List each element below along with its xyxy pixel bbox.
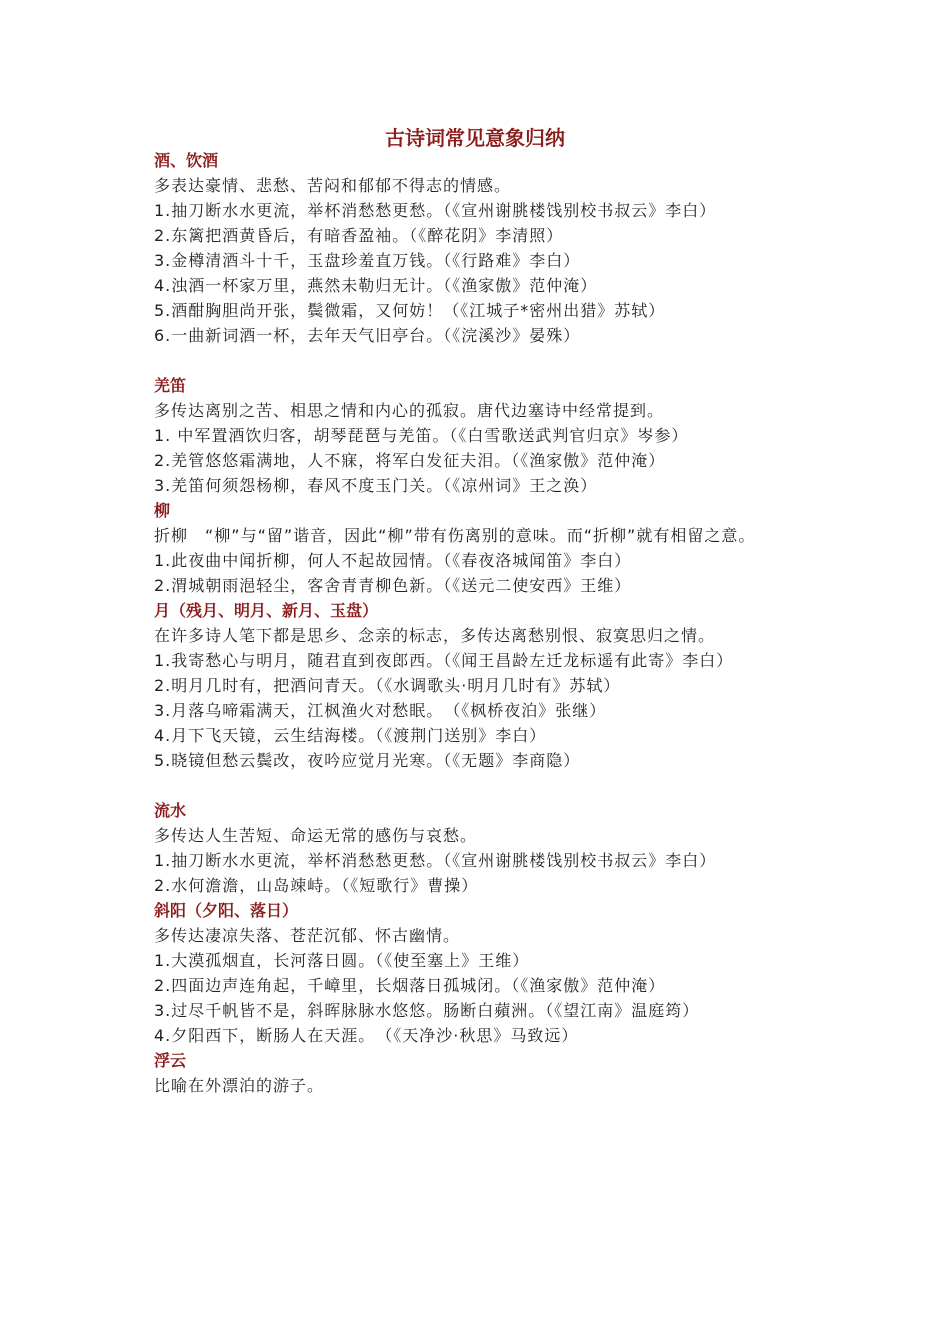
section-intro: 多传达凄凉失落、苍茫沉郁、怀古幽情。 [154,926,461,945]
section-qiangdi [154,373,800,498]
section-intro: 在许多诗人笔下都是思乡、念亲的标志，多传达离愁别恨、寂寞思归之情。 [154,626,716,645]
poem-line: 1.此夜曲中闻折柳，何人不起故园情。（《春夜洛城闻笛》李白） [154,551,632,570]
section-heading: 羌笛 [154,376,187,395]
poem-line: 1. 中军置酒饮归客，胡琴琵琶与羌笛。（《白雪歌送武判官归京》岑参） [154,426,689,445]
poem-line: 2.东篱把酒黄昏后，有暗香盈袖。（《醉花阴》李清照） [154,226,564,245]
poem-line: 6.一曲新词酒一杯，去年天气旧亭台。（《浣溪沙》晏殊） [154,326,581,345]
poem-line: 5.晓镜但愁云鬓改，夜吟应觉月光寒。（《无题》李商隐） [154,751,581,770]
poem-line: 4.浊酒一杯家万里，燕然未勒归无计。（《渔家傲》范仲淹） [154,276,598,295]
section-moon [154,598,800,773]
section-intro: 多传达人生苦短、命运无常的感伤与哀愁。 [154,826,478,845]
section-heading: 柳 [154,501,171,520]
blank-line [154,348,800,373]
poem-line: 4.夕阳西下，断肠人在天涯。 （《天净沙·秋思》马致远） [154,1026,579,1045]
poem-line: 5.酒酣胸胆尚开张，鬓微霜，又何妨！（《江城子*密州出猎》苏轼） [154,301,666,320]
poem-line: 1.大漠孤烟直，长河落日圆。（《使至塞上》王维） [154,951,530,970]
document-body [154,148,800,1098]
poem-line: 1.我寄愁心与明月，随君直到夜郎西。（《闻王昌龄左迁龙标遥有此寄》李白） [154,651,734,670]
poem-line: 2.水何澹澹，山岛竦峙。（《短歌行》曹操） [154,876,479,895]
section-intro: 折柳 “柳”与“留”谐音，因此“柳”带有伤离别的意味。而“折柳”就有相留之意。 [154,526,756,545]
poem-line: 2.四面边声连角起，千嶂里，长烟落日孤城闭。（《渔家傲》范仲淹） [154,976,666,995]
poem-line: 1.抽刀断水水更流，举杯消愁愁更愁。（《宣州谢朓楼饯别校书叔云》李白） [154,851,717,870]
section-intro: 比喻在外漂泊的游子。 [154,1076,325,1095]
section-heading: 流水 [154,801,187,820]
poem-line: 3.金樽清酒斗十千，玉盘珍羞直万钱。（《行路难》李白） [154,251,581,270]
poem-line: 4.月下飞天镜，云生结海楼。（《渡荆门送别》李白） [154,726,547,745]
poem-line: 3.过尽千帆皆不是，斜晖脉脉水悠悠。肠断白蘋洲。（《望江南》温庭筠） [154,1001,700,1020]
section-heading: 月（残月、明月、新月、玉盘） [154,601,379,620]
document-title: 古诗词常见意象归纳 [385,126,565,150]
poem-line: 3.羌笛何须怨杨柳，春风不度玉门关。（《凉州词》王之涣） [154,476,598,495]
section-floating-clouds [154,1048,800,1098]
section-heading: 酒、饮酒 [154,151,219,170]
poem-line: 2.明月几时有，把酒问青天。（《水调歌头·明月几时有》苏轼） [154,676,621,695]
poem-line: 2.渭城朝雨浥轻尘，客舍青青柳色新。（《送元二使安西》王维） [154,576,632,595]
section-intro: 多表达豪情、悲愁、苦闷和郁郁不得志的情感。 [154,176,512,195]
section-flowing-water [154,798,800,898]
section-willow [154,498,800,598]
blank-line [154,773,800,798]
poem-line: 1.抽刀断水水更流，举杯消愁愁更愁。（《宣州谢朓楼饯别校书叔云》李白） [154,201,717,220]
section-intro: 多传达离别之苦、相思之情和内心的孤寂。唐代边塞诗中经常提到。 [154,401,665,420]
poem-line: 2.羌管悠悠霜满地，人不寐，将军白发征夫泪。（《渔家傲》范仲淹） [154,451,666,470]
section-setting-sun [154,898,800,1048]
section-heading: 斜阳（夕阳、落日） [154,901,299,920]
poem-line: 3.月落乌啼霜满天，江枫渔火对愁眠。 （《枫桥夜泊》张继） [154,701,607,720]
section-heading: 浮云 [154,1051,187,1070]
section-wine [154,148,800,348]
